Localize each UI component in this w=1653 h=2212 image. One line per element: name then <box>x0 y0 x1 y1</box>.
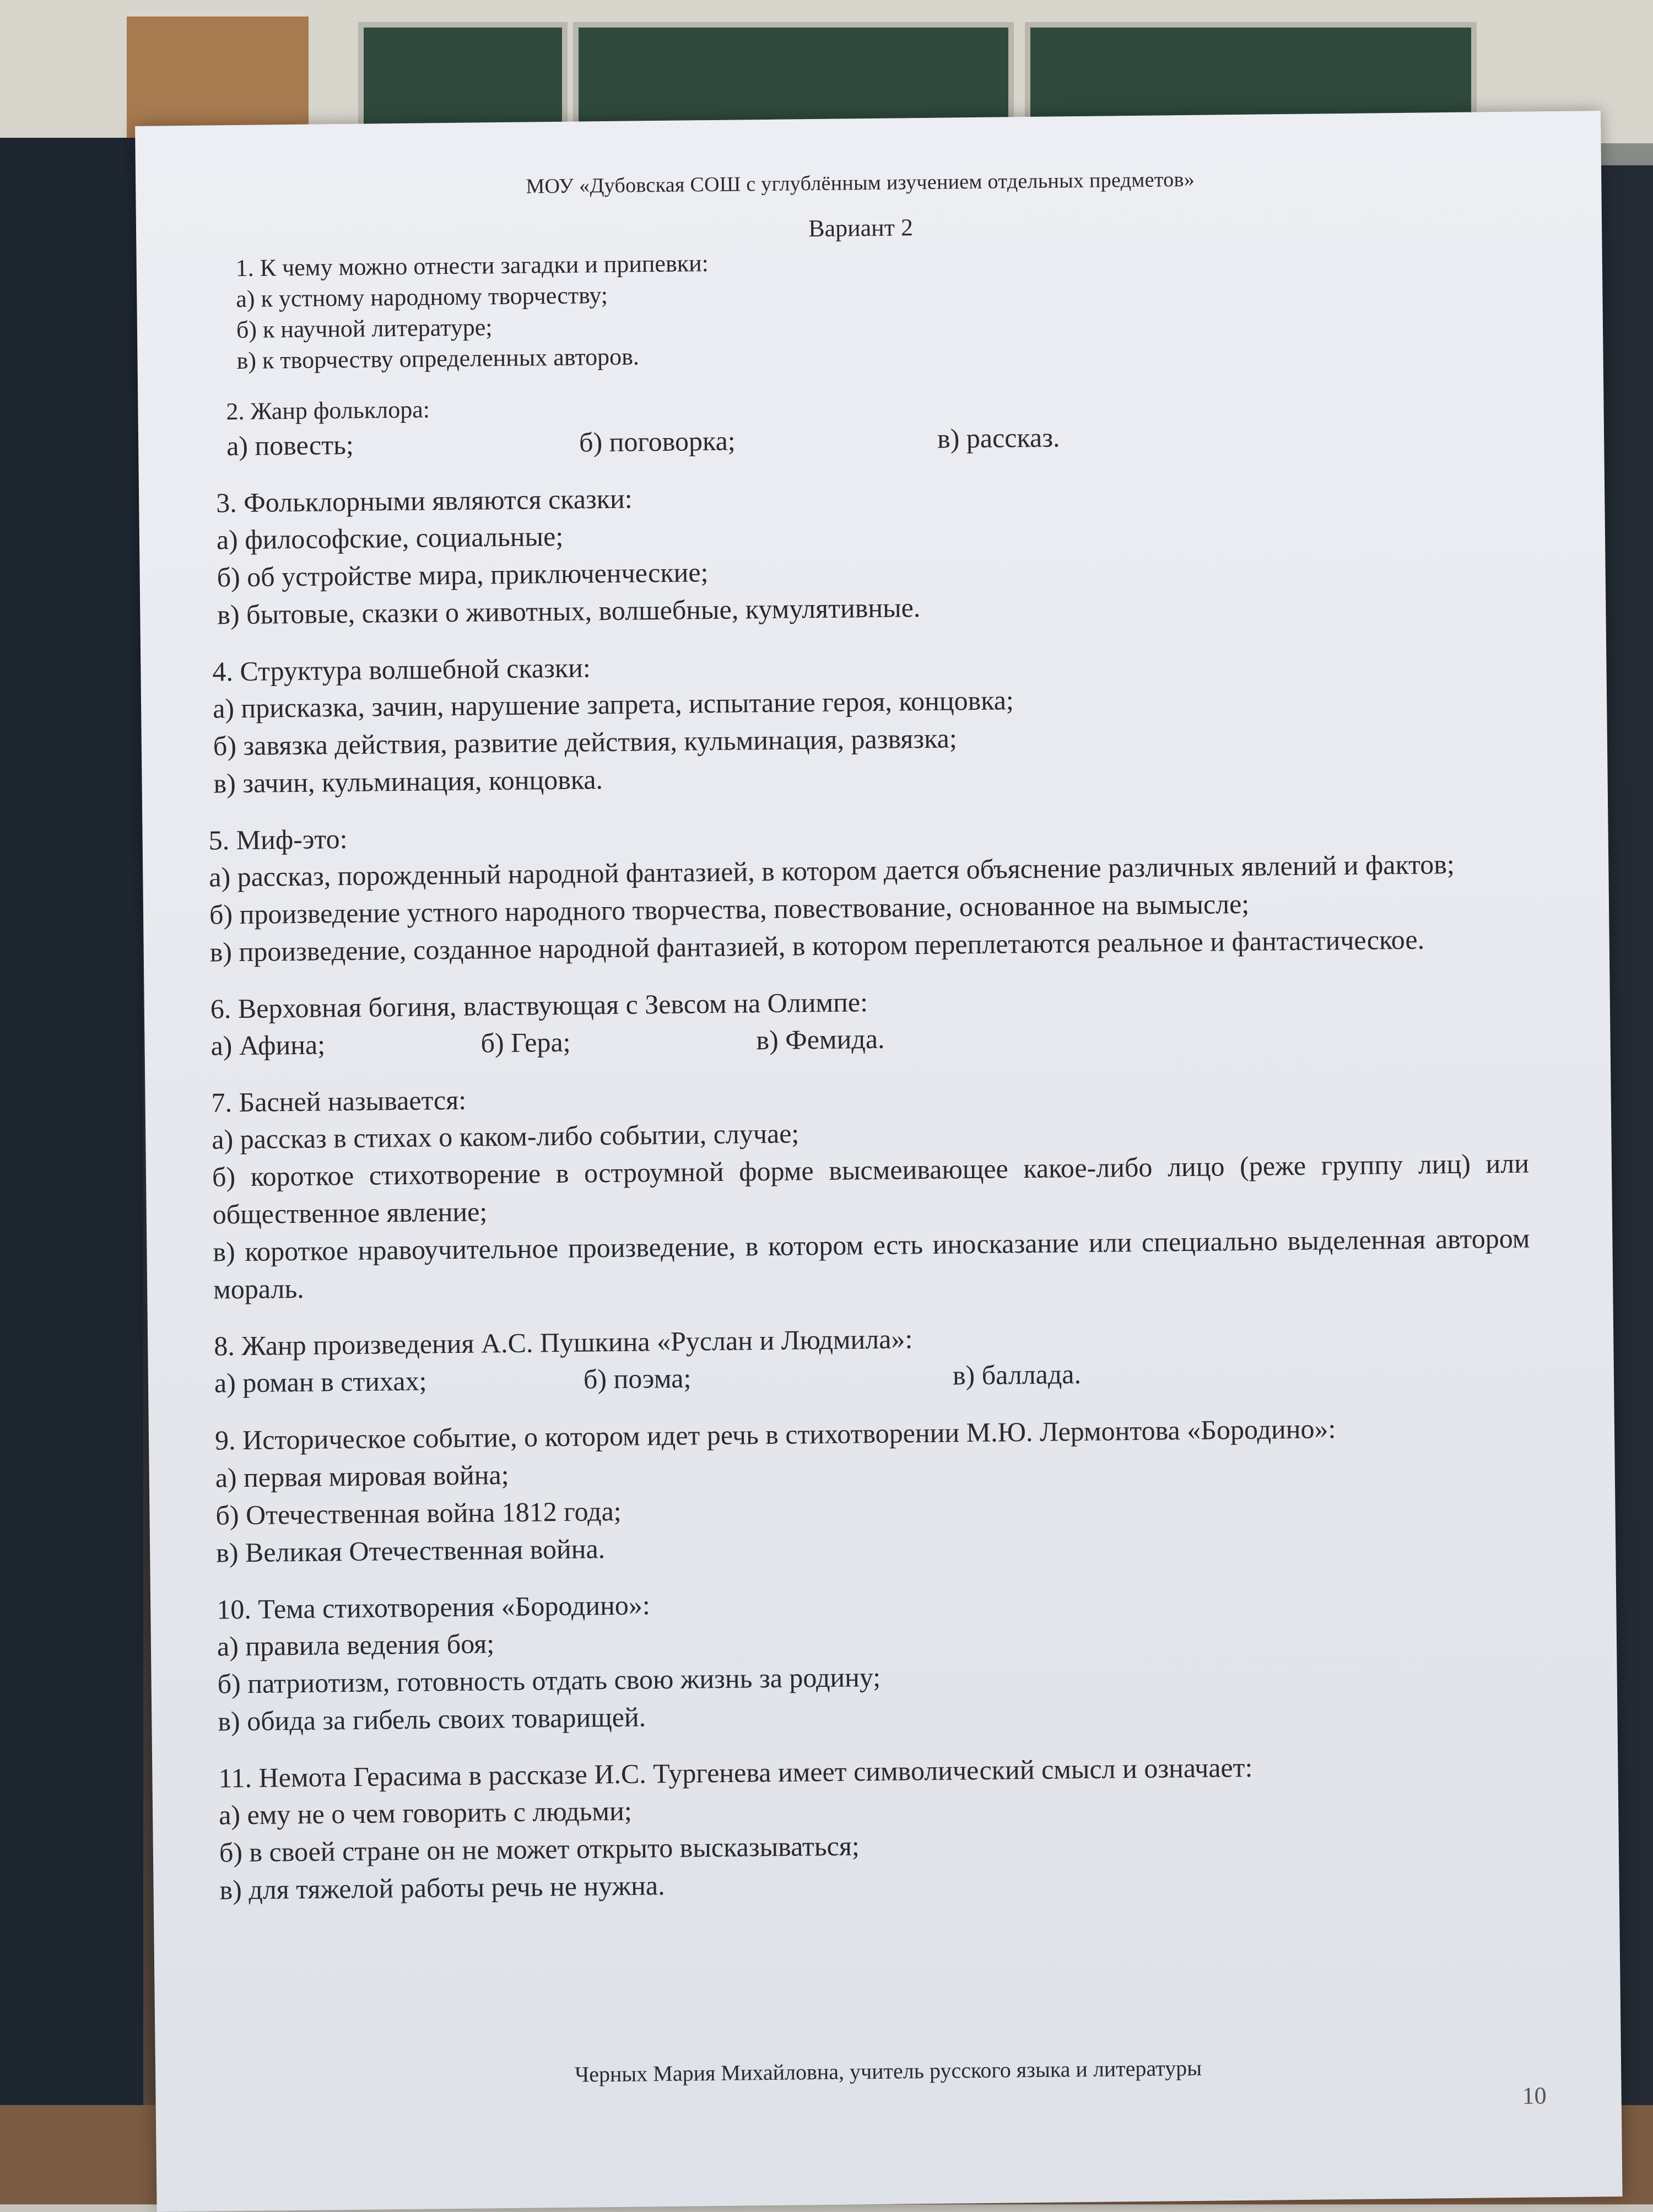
answer-option: а) роман в стихах; <box>214 1365 427 1399</box>
answer-option: а) к устному народному творчеству; <box>236 281 608 313</box>
school-header: МОУ «Дубовская СОШ с углублённым изучением отдельных предметов» <box>526 168 1195 198</box>
answer-option: в) для тяжелой работы речь не нужна. <box>219 1870 665 1906</box>
question-text: 11. Немота Герасима в рассказе И.С. Тургенева имеет символический смысл и означает: <box>218 1751 1253 1794</box>
question-8 <box>214 1314 1531 1402</box>
answer-option: в) к творчеству определенных авторов. <box>236 343 640 375</box>
question-6 <box>210 977 1528 1065</box>
question-text: 3. Фольклорными являются сказки: <box>215 483 633 519</box>
question-text: 8. Жанр произведения А.С. Пушкина «Руслан и Людмила»: <box>213 1323 913 1362</box>
answer-option: в) рассказ. <box>937 422 1060 454</box>
variant-title: Вариант 2 <box>808 214 914 242</box>
question-text: 5. Миф-это: <box>208 823 348 856</box>
answer-option: б) короткое стихотворение в остроумной форме высмеивающее какое-либо лицо (реже группу лиц) или общественное явление; <box>212 1147 1530 1230</box>
answer-option: в) баллада. <box>952 1358 1082 1391</box>
answer-option: а) присказка, зачин, нарушение запрета, испытание героя, концовка; <box>212 684 1014 724</box>
answer-option: б) произведение устного народного творчества, повествование, основанное на вымысле; <box>209 888 1250 930</box>
question-text: 1. К чему можно отнести загадки и припевки: <box>235 250 709 282</box>
answer-option: б) к научной литературе; <box>236 314 493 344</box>
question-9 <box>215 1408 1533 1572</box>
answer-option: б) об устройстве мира, приключенческие; <box>217 557 709 593</box>
question-5 <box>208 808 1527 971</box>
question-text: 4. Структура волшебной сказки: <box>212 652 591 687</box>
question-3 <box>205 471 1524 634</box>
answer-option: б) Гера; <box>480 1026 571 1059</box>
question-text: 10. Тема стихотворения «Бородино»: <box>216 1589 651 1625</box>
sheet-content <box>202 164 1537 1929</box>
answer-option: б) патриотизм, готовность отдать свою жизнь за родину; <box>217 1661 881 1700</box>
answer-option: в) короткое нравоучительное произведение, в котором есть иносказание или специально выделенная автором мораль. <box>213 1222 1530 1305</box>
answer-option: а) первая мировая война; <box>215 1459 509 1493</box>
answer-option: б) в своей стране он не может открыто высказываться; <box>219 1830 860 1868</box>
answer-option: в) обида за гибель своих товарищей. <box>218 1701 646 1737</box>
answer-option: б) Отечественная война 1812 года; <box>215 1495 622 1531</box>
answer-option: а) рассказ в стихах о каком-либо событии, случае; <box>212 1118 800 1155</box>
answer-option: а) философские, социальные; <box>216 520 564 555</box>
answer-option: в) произведение, созданное народной фантазией, в котором переплетаются реальное и фантастическое. <box>209 924 1425 968</box>
background-person-left <box>0 138 143 2204</box>
answer-option: б) поэма; <box>583 1362 692 1395</box>
question-1 <box>202 240 1520 377</box>
footer-author: Черных Мария Михайловна, учитель русского языка и литературы <box>575 2055 1202 2087</box>
question-text: 7. Басней называется: <box>211 1084 467 1118</box>
answer-option: в) Великая Отечественная война. <box>215 1533 606 1568</box>
answer-option: а) правила ведения боя; <box>217 1628 495 1662</box>
answer-option: а) повесть; <box>226 429 354 462</box>
question-10 <box>217 1577 1535 1740</box>
question-text: 9. Историческое событие, о котором идет речь в стихотворении М.Ю. Лермонтова «Бородино»: <box>214 1413 1336 1456</box>
answer-option: в) бытовые, сказки о животных, волшебные, кумулятивные. <box>217 592 921 630</box>
question-2 <box>204 383 1521 465</box>
question-4 <box>207 640 1525 802</box>
answer-option: в) зачин, кульминация, концовка. <box>213 764 603 799</box>
answer-option: б) поговорка; <box>579 425 736 458</box>
answer-option: а) рассказ, порожденный народной фантазией, в котором дается объяснение различных явлений и фактов; <box>209 848 1455 893</box>
question-text: 2. Жанр фольклора: <box>226 396 430 425</box>
question-7 <box>211 1071 1530 1308</box>
page-number: 10 <box>1522 2082 1547 2110</box>
question-11 <box>218 1746 1537 1908</box>
answer-option: в) Фемида. <box>756 1023 885 1056</box>
answer-option: а) Афина; <box>210 1029 326 1061</box>
test-sheet <box>135 111 1622 2212</box>
answer-option: а) ему не о чем говорить с людьми; <box>218 1795 632 1831</box>
question-text: 6. Верховная богиня, властвующая с Зевсом на Олимпе: <box>210 986 868 1024</box>
answer-option: б) завязка действия, развитие действия, кульминация, развязка; <box>213 722 958 762</box>
